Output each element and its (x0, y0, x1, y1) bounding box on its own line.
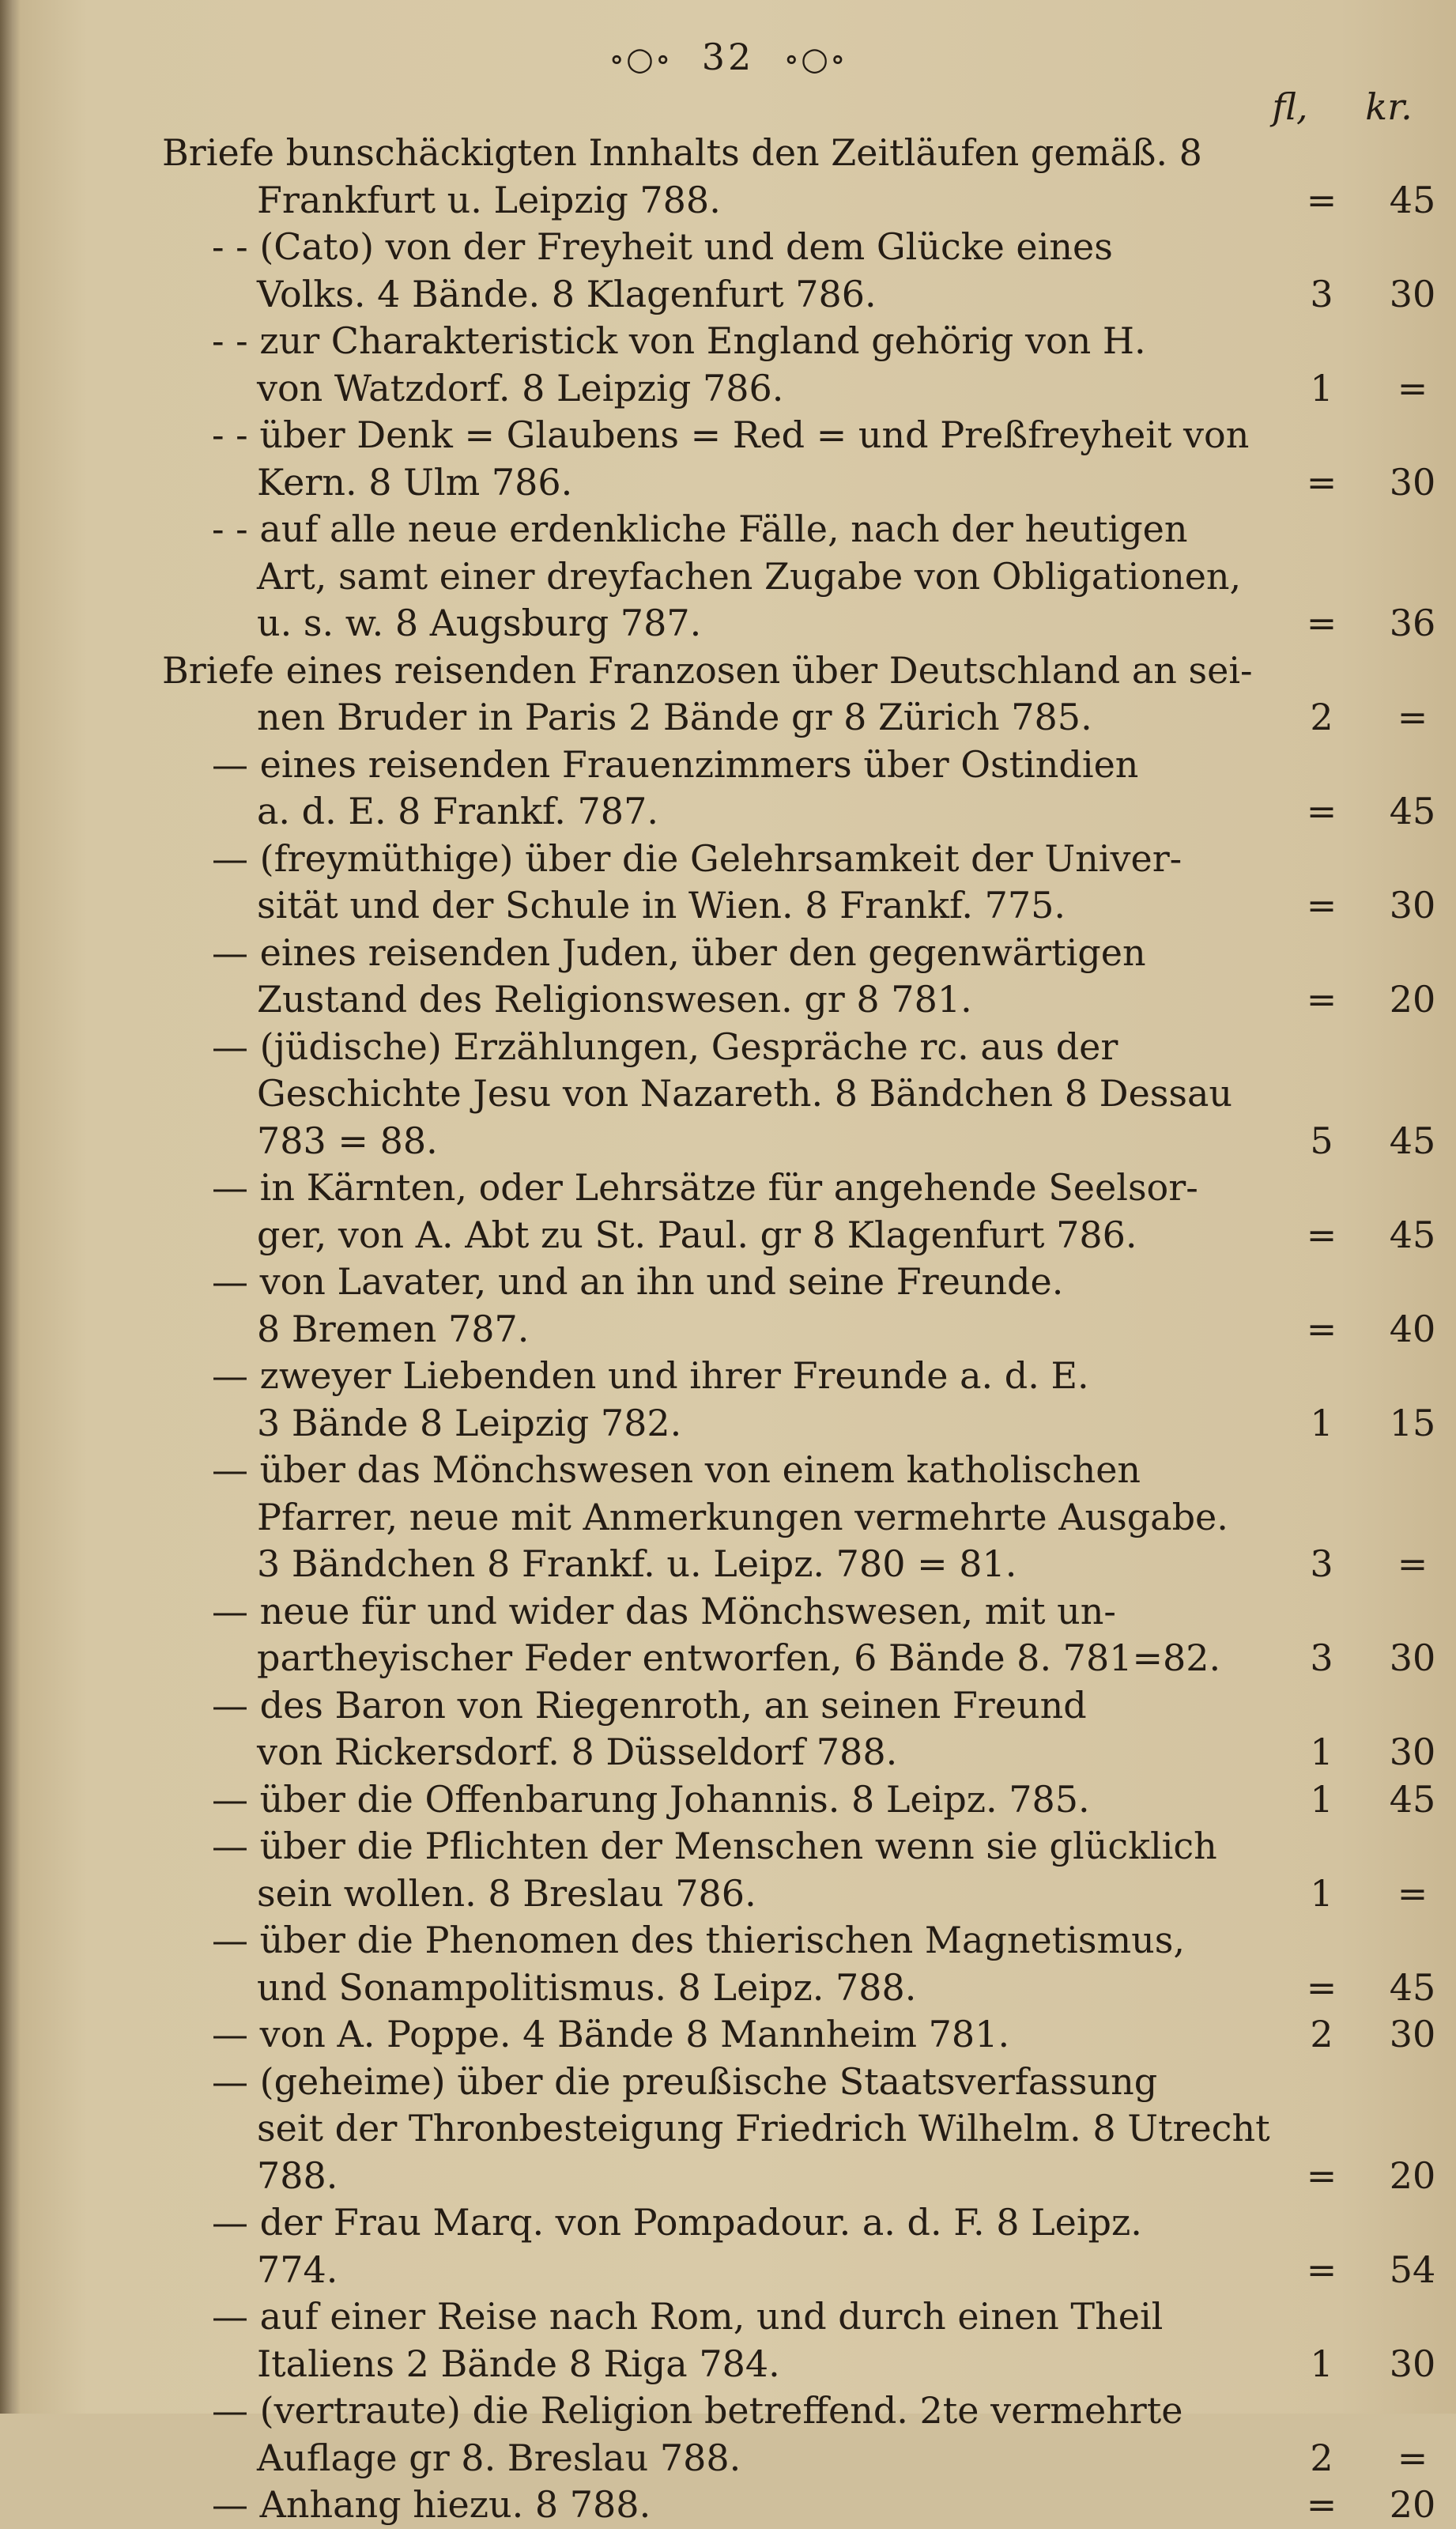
entry-text: 8 Bremen 787. (257, 1307, 530, 1350)
catalog-line (0, 1070, 1456, 1118)
entry-text: a. d. E. 8 Frankf. 787. (257, 790, 658, 832)
catalog-line (0, 1164, 1456, 1212)
catalog-line (0, 1541, 1456, 1588)
entry-text: — eines reisenden Frauenzimmers über Ostindien (212, 742, 1139, 786)
entry-text: 783 = 88. (257, 1119, 438, 1162)
catalog-line (0, 1682, 1456, 1730)
price-florin: 2 (1310, 696, 1333, 738)
price-florin: = (1306, 2483, 1337, 2526)
entry-text: - - auf alle neue erdenkliche Fälle, nach der heutigen (212, 508, 1188, 550)
price-florin: 3 (1310, 1636, 1333, 1679)
catalog-line (0, 1776, 1456, 1824)
catalog-line (0, 365, 1456, 413)
price-florin: 1 (1310, 1871, 1333, 1915)
price-kreuzer: 30 (1389, 1636, 1436, 1679)
price-florin: 3 (1310, 1542, 1333, 1585)
entry-text: — (vertraute) die Religion betreffend. 2te vermehrte (212, 2389, 1183, 2432)
catalog-line (0, 1400, 1456, 1448)
entry-text: und Sonampolitismus. 8 Leipz. 788. (257, 1965, 917, 2009)
entry-text: — (geheime) über die preußische Staatsverfassung (212, 2059, 1158, 2103)
page-header (0, 33, 1456, 83)
price-kreuzer: = (1397, 1871, 1428, 1915)
price-florin: = (1306, 1307, 1337, 1350)
price-kreuzer: 20 (1389, 978, 1436, 1021)
entry-text: 3 Bände 8 Leipzig 782. (257, 1401, 682, 1444)
catalog-line (0, 2011, 1456, 2059)
price-column-headers (1243, 85, 1432, 133)
entry-text: Frankfurt u. Leipzig 788. (257, 178, 721, 221)
catalog-line (0, 930, 1456, 977)
price-kreuzer: = (1397, 366, 1428, 410)
entry-text: - - zur Charakteristick von England gehörig von H. (212, 319, 1146, 362)
entry-text: Zustand des Religionswesen. gr 8 781. (257, 978, 972, 1021)
price-kreuzer: 54 (1389, 2248, 1436, 2291)
catalog-line (0, 1024, 1456, 1071)
catalog-line (0, 882, 1456, 930)
catalog-line (0, 2293, 1456, 2341)
catalog-line (0, 224, 1456, 271)
entry-text: Briefe eines reisenden Franzosen über Deutschland an sei- (162, 648, 1253, 692)
catalog-line (0, 2105, 1456, 2153)
entry-text: Art, samt einer dreyfachen Zugabe von Obligationen, (257, 554, 1242, 598)
price-florin: = (1306, 1965, 1337, 2009)
entry-text: — auf einer Reise nach Rom, und durch einen Theil (212, 2295, 1164, 2338)
entry-text: — in Kärnten, oder Lehrsätze für angehende Seelsor- (212, 1166, 1198, 1209)
entry-text: — eines reisenden Juden, über den gegenwärtigen (212, 930, 1146, 974)
catalog-line (0, 647, 1456, 695)
price-kreuzer: 45 (1389, 790, 1436, 832)
catalog-line (0, 2247, 1456, 2294)
entry-text: ger, von A. Abt zu St. Paul. gr 8 Klagenfurt 786. (257, 1213, 1137, 1256)
price-kreuzer: 45 (1389, 1119, 1436, 1162)
entry-text: Pfarrer, neue mit Anmerkungen vermehrte Ausgabe. (257, 1495, 1228, 1538)
entry-text: Geschichte Jesu von Nazareth. 8 Bändchen 8 Dessau (257, 1072, 1233, 1115)
price-kreuzer: 30 (1389, 2013, 1436, 2055)
entry-text: sein wollen. 8 Breslau 786. (257, 1871, 756, 1915)
catalog-line (0, 2199, 1456, 2247)
price-kreuzer: 20 (1389, 2483, 1436, 2526)
catalog-line (0, 1494, 1456, 1542)
catalog-line (0, 788, 1456, 836)
price-florin: = (1306, 884, 1337, 927)
page-number: 32 (701, 36, 755, 78)
price-florin: = (1306, 2153, 1337, 2197)
price-florin: 5 (1310, 1119, 1333, 1162)
price-florin: 1 (1310, 1731, 1333, 1773)
price-florin: = (1306, 2248, 1337, 2291)
catalog-line (0, 600, 1456, 647)
price-florin: = (1306, 602, 1337, 644)
price-kreuzer: = (1397, 1542, 1428, 1585)
column-header-florin: fl, (1272, 85, 1308, 128)
catalog-line (0, 177, 1456, 225)
entry-text: — über die Offenbarung Johannis. 8 Leipz. 785. (212, 1777, 1090, 1821)
catalog-line (0, 742, 1456, 789)
catalog-line (0, 2482, 1456, 2529)
catalog-line (0, 1353, 1456, 1400)
price-kreuzer: 45 (1389, 178, 1436, 221)
catalog-line (0, 1212, 1456, 1259)
price-florin: 1 (1310, 1777, 1333, 1821)
entry-text: von Watzdorf. 8 Leipzig 786. (257, 366, 784, 410)
catalog-line (0, 1306, 1456, 1353)
price-florin: = (1306, 460, 1337, 504)
price-florin: = (1306, 790, 1337, 832)
price-kreuzer: 36 (1389, 602, 1436, 644)
catalog-line (0, 130, 1456, 177)
column-header-kreuzer: kr. (1365, 85, 1413, 128)
header-ornament-right: ∘○∘ (783, 41, 847, 77)
price-kreuzer: 15 (1389, 1401, 1436, 1444)
catalog-line (0, 2153, 1456, 2200)
price-florin: 2 (1310, 2436, 1333, 2479)
price-kreuzer: = (1397, 2436, 1428, 2479)
entry-text: — zweyer Liebenden und ihrer Freunde a. d. E. (212, 1354, 1089, 1397)
entry-text: seit der Thronbesteigung Friedrich Wilhelm. 8 Utrecht (257, 2107, 1270, 2150)
price-florin: = (1306, 178, 1337, 221)
entry-text: — des Baron von Riegenroth, an seinen Freund (212, 1683, 1087, 1727)
entry-text: sität und der Schule in Wien. 8 Frankf. 775. (257, 884, 1066, 927)
entry-text: — neue für und wider das Mönchswesen, mit un- (212, 1589, 1116, 1633)
price-florin: = (1306, 978, 1337, 1021)
catalog-line (0, 1917, 1456, 1965)
price-florin: 3 (1310, 272, 1333, 315)
price-kreuzer: 30 (1389, 460, 1436, 504)
catalog-line (0, 1965, 1456, 2012)
entry-text: — über die Phenomen des thierischen Magnetismus, (212, 1919, 1185, 1961)
entry-text: — (jüdische) Erzählungen, Gespräche rc. aus der (212, 1025, 1118, 1068)
catalog-line (0, 2341, 1456, 2388)
price-kreuzer: 45 (1389, 1213, 1436, 1256)
catalog-line (0, 459, 1456, 507)
catalog-line (0, 553, 1456, 601)
price-florin: 1 (1310, 366, 1333, 410)
price-kreuzer: 30 (1389, 884, 1436, 927)
entry-text: u. s. w. 8 Augsburg 787. (257, 602, 702, 644)
entry-text: partheyischer Feder entworfen, 6 Bände 8. 781=82. (257, 1636, 1221, 1679)
catalog-line (0, 1870, 1456, 1918)
entry-text: Volks. 4 Bände. 8 Klagenfurt 786. (257, 272, 877, 315)
catalog-line (0, 1823, 1456, 1870)
entry-text: 3 Bändchen 8 Frankf. u. Leipz. 780 = 81. (257, 1542, 1017, 1585)
catalog-line (0, 271, 1456, 319)
entry-text: Italiens 2 Bände 8 Riga 784. (257, 2342, 780, 2385)
entry-text: nen Bruder in Paris 2 Bände gr 8 Zürich 785. (257, 696, 1092, 738)
entry-text: Auflage gr 8. Breslau 788. (257, 2436, 741, 2479)
entry-text: Briefe bunschäckigten Innhalts den Zeitläufen gemäß. 8 (162, 131, 1202, 174)
entry-text: von Rickersdorf. 8 Düsseldorf 788. (257, 1731, 898, 1773)
catalog-line (0, 2059, 1456, 2106)
catalog-line (0, 506, 1456, 553)
catalog-line (0, 1729, 1456, 1776)
entry-text: — Anhang hiezu. 8 788. (212, 2483, 651, 2526)
price-kreuzer: 30 (1389, 1731, 1436, 1773)
price-kreuzer: 45 (1389, 1777, 1436, 1821)
price-florin: 1 (1310, 2342, 1333, 2385)
catalog-line (0, 318, 1456, 365)
catalog-line (0, 1447, 1456, 1494)
entry-text: 774. (257, 2248, 338, 2291)
price-florin: 2 (1310, 2013, 1333, 2055)
catalog-line (0, 412, 1456, 459)
price-kreuzer: 30 (1389, 272, 1436, 315)
price-florin: 1 (1310, 1401, 1333, 1444)
entry-text: Kern. 8 Ulm 786. (257, 460, 573, 504)
catalog-line (0, 2435, 1456, 2482)
catalog-line (0, 1118, 1456, 1165)
price-kreuzer: 40 (1389, 1307, 1436, 1350)
entry-text: - - (Cato) von der Freyheit und dem Glücke eines (212, 225, 1113, 268)
catalog-line (0, 2387, 1456, 2435)
entry-text: — von Lavater, und an ihn und seine Freunde. (212, 1260, 1064, 1303)
price-kreuzer: = (1397, 696, 1428, 738)
entry-text: — über das Mönchswesen von einem katholischen (212, 1448, 1141, 1491)
catalog-entries (0, 130, 1456, 2529)
entry-text: 788. (257, 2153, 338, 2197)
catalog-line (0, 694, 1456, 742)
catalog-line (0, 1259, 1456, 1306)
catalog-line (0, 1588, 1456, 1636)
price-kreuzer: 45 (1389, 1965, 1436, 2009)
entry-text: — der Frau Marq. von Pompadour. a. d. F. 8 Leipz. (212, 2201, 1142, 2244)
catalog-line (0, 1635, 1456, 1682)
entry-text: — (freymüthige) über die Gelehrsamkeit der Univer- (212, 836, 1183, 880)
entry-text: — von A. Poppe. 4 Bände 8 Mannheim 781. (212, 2013, 1010, 2055)
price-kreuzer: 20 (1389, 2153, 1436, 2197)
price-kreuzer: 30 (1389, 2342, 1436, 2385)
entry-text: - - über Denk = Glaubens = Red = und Preßfreyheit von (212, 413, 1250, 456)
price-florin: = (1306, 1213, 1337, 1256)
catalog-line (0, 976, 1456, 1024)
entry-text: — über die Pflichten der Menschen wenn sie glücklich (212, 1825, 1217, 1867)
header-ornament-left: ∘○∘ (609, 41, 673, 77)
catalog-line (0, 836, 1456, 883)
